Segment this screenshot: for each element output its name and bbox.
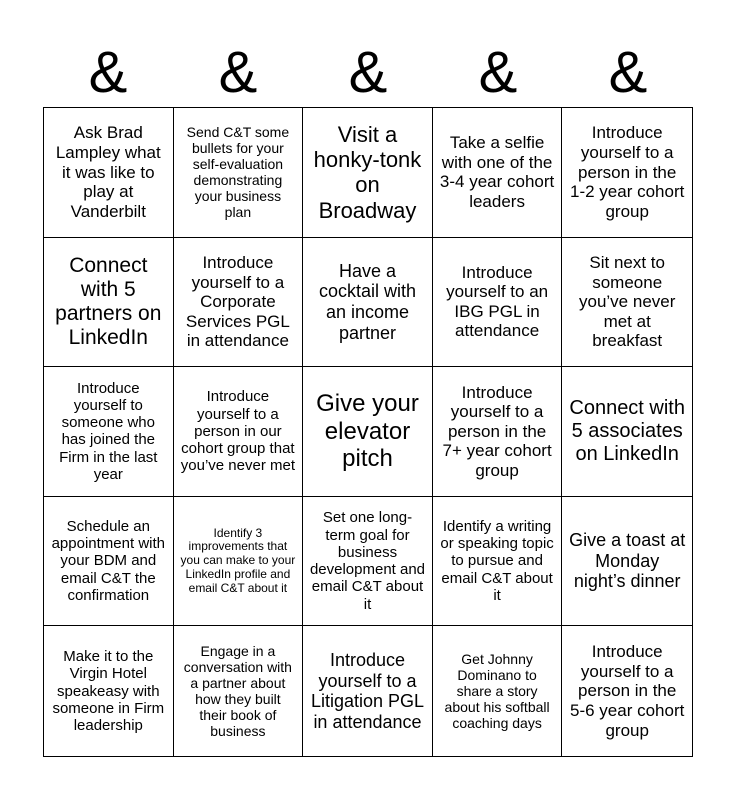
bingo-cell[interactable]: Give a toast at Monday night’s dinner [562,497,692,627]
bingo-cell[interactable]: Have a cocktail with an income partner [303,238,433,368]
bingo-cell[interactable]: Introduce yourself to a person in the 5-6 year cohort group [570,642,685,740]
bingo-cell[interactable]: Engage in a conversation with a partner about how they built their book of business [174,626,304,756]
bingo-cell[interactable]: Ask Brad Lampley what it was like to play at Vanderbilt [44,108,174,238]
header-letter-3: & [348,40,388,105]
bingo-cell[interactable]: Connect with 5 partners on LinkedIn [44,238,174,368]
header-letter-1: & [88,40,128,105]
bingo-cell[interactable]: Introduce yourself to a person in our cohort group that you’ve never met [174,367,304,497]
bingo-cell[interactable]: Connect with 5 associates on LinkedIn [562,367,692,497]
bingo-cell[interactable]: Visit a honky-tonk on Broadway [303,108,433,238]
bingo-cell[interactable]: Take a selfie with one of the 3-4 year cohort leaders [433,108,563,238]
bingo-cell[interactable]: Set one long-term goal for business development and email C&T about it [303,497,433,627]
bingo-cell[interactable]: Get Johnny Dominano to share a story about his softball coaching days [433,626,563,756]
bingo-cell[interactable]: Introduce yourself to a Litigation PGL in attendance [303,626,433,756]
bingo-cell[interactable]: Introduce yourself to an IBG PGL in attendance [433,238,563,368]
bingo-cell[interactable]: Introduce yourself to a person in the 1-2 year cohort group [562,108,692,238]
header-letter-2: & [218,40,258,105]
bingo-cell[interactable]: Sit next to someone you’ve never met at breakfast [562,238,692,368]
bingo-cell[interactable]: Give your elevator pitch [303,367,433,497]
header-letter-4: & [478,40,518,105]
bingo-cell[interactable]: Introduce yourself to a Corporate Services PGL in attendance [174,238,304,368]
bingo-cell[interactable]: Introduce yourself to someone who has joined the Firm in the last year [44,367,174,497]
bingo-cell[interactable]: Send C&T some bullets for your self-evaluation demonstrating your business plan [174,108,304,238]
bingo-cell[interactable]: Identify a writing or speaking topic to pursue and email C&T about it [433,497,563,627]
bingo-cell[interactable]: Make it to the Virgin Hotel speakeasy with someone in Firm leadership [44,626,174,756]
bingo-cell[interactable]: Introduce yourself to a person in the 7+ year cohort group [433,367,563,497]
bingo-header [43,38,693,108]
header-letter-5: & [608,40,648,105]
bingo-board [43,107,693,757]
bingo-cell[interactable]: Identify 3 improvements that you can make to your LinkedIn profile and email C&T about it [174,497,304,627]
bingo-cell[interactable]: Schedule an appointment with your BDM and email C&T the confirmation [44,497,174,627]
